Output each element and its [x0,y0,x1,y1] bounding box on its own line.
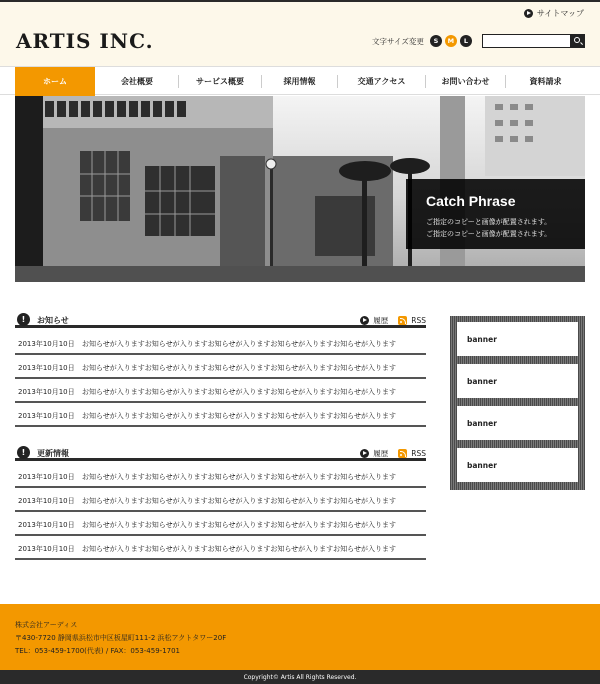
copyright: Copyright© Artis All Rights Reserved. [0,670,600,684]
font-size-large-button[interactable]: L [460,35,472,47]
rss-icon [398,449,407,458]
news-date: 2013年10月10日 [18,364,75,372]
update-row[interactable] [15,512,426,536]
banner-1[interactable] [457,322,578,356]
banner-2[interactable] [457,364,578,398]
banner-4[interactable] [457,448,578,482]
catch-phrase-line: ご指定のコピーと画像が配置されます。 [426,218,552,226]
footer-company: 株式会社アーディス [15,621,78,629]
news-text: お知らせが入りますお知らせが入りますお知らせが入りますお知らせが入りますお知らせが入ります [82,388,396,396]
global-nav [0,66,600,95]
news-section-links [360,315,426,326]
banner-3[interactable] [457,406,578,440]
catch-phrase-line: ご指定のコピーと画像が配置されます。 [426,230,552,238]
banner-label: banner [467,461,497,470]
news-row[interactable] [15,355,426,379]
font-size-medium-button[interactable]: M [445,35,457,47]
exclamation-icon: ! [17,446,30,459]
news-section-title: お知らせ [37,316,69,325]
font-size-switcher [372,35,472,47]
nav-item-company[interactable]: 会社概要 [121,77,153,86]
banner-label: banner [467,419,497,428]
news-row[interactable] [15,403,426,427]
update-date: 2013年10月10日 [18,521,75,529]
catch-phrase-title: Catch Phrase [426,193,516,209]
nav-item-request[interactable]: 資料請求 [529,77,562,86]
news-row[interactable] [15,331,426,355]
update-row[interactable] [15,536,426,560]
news-date: 2013年10月10日 [18,388,75,396]
font-size-label: 文字サイズ変更 [372,36,424,46]
font-size-small-button[interactable]: S [430,35,442,47]
nav-item-contact[interactable]: お問い合わせ [441,77,490,86]
arrow-right-icon [524,9,533,18]
nav-item-access[interactable]: 交通アクセス [357,77,406,86]
exclamation-icon: ! [17,313,30,326]
sitemap-label: サイトマップ [536,9,584,18]
search-form [482,34,585,48]
updates-section-links [360,448,426,459]
news-rss-link[interactable]: RSS [411,316,426,325]
rss-icon [398,316,407,325]
update-text: お知らせが入りますお知らせが入りますお知らせが入りますお知らせが入りますお知らせが入ります [82,521,396,529]
news-text: お知らせが入りますお知らせが入りますお知らせが入りますお知らせが入りますお知らせが入ります [82,364,396,372]
banner-label: banner [467,377,497,386]
footer-address: 〒430-7720 静岡県浜松市中区板屋町111-2 浜松アクトタワー20F [15,634,227,642]
search-button[interactable] [571,34,585,48]
news-archive-link[interactable]: 履歴 [373,316,389,325]
news-text: お知らせが入りますお知らせが入りますお知らせが入りますお知らせが入りますお知らせが入ります [82,340,396,348]
update-date: 2013年10月10日 [18,545,75,553]
update-row[interactable] [15,464,426,488]
news-row[interactable] [15,379,426,403]
site-header [0,0,600,66]
update-date: 2013年10月10日 [18,497,75,505]
news-date: 2013年10月10日 [18,340,75,348]
update-date: 2013年10月10日 [18,473,75,481]
updates-section-title: 更新情報 [37,449,69,458]
arrow-right-icon [360,449,369,458]
update-text: お知らせが入りますお知らせが入りますお知らせが入りますお知らせが入りますお知らせが入ります [82,545,396,553]
nav-item-recruit[interactable]: 採用情報 [283,77,316,86]
news-text: お知らせが入りますお知らせが入りますお知らせが入りますお知らせが入りますお知らせが入ります [82,412,396,420]
nav-item-home[interactable]: ホーム [15,67,95,96]
arrow-right-icon [360,316,369,325]
updates-section-header [15,446,426,461]
banner-area [450,316,585,490]
banner-label: banner [467,335,497,344]
site-footer [0,604,600,670]
sitemap-link[interactable] [524,8,584,19]
search-input[interactable] [482,34,571,48]
hero-image [15,96,585,282]
catch-phrase-box [406,179,585,249]
updates-rss-link[interactable]: RSS [411,449,426,458]
nav-item-services[interactable]: サービス概要 [196,77,244,86]
update-row[interactable] [15,488,426,512]
update-text: お知らせが入りますお知らせが入りますお知らせが入りますお知らせが入りますお知らせが入ります [82,473,396,481]
footer-tel: TEL：053-459-1700(代表) / FAX：053-459-1701 [15,647,181,655]
updates-archive-link[interactable]: 履歴 [373,449,389,458]
site-logo[interactable]: ARTIS INC. [16,29,154,53]
update-text: お知らせが入りますお知らせが入りますお知らせが入りますお知らせが入りますお知らせが入ります [82,497,396,505]
news-section-header [15,313,426,328]
news-date: 2013年10月10日 [18,412,75,420]
